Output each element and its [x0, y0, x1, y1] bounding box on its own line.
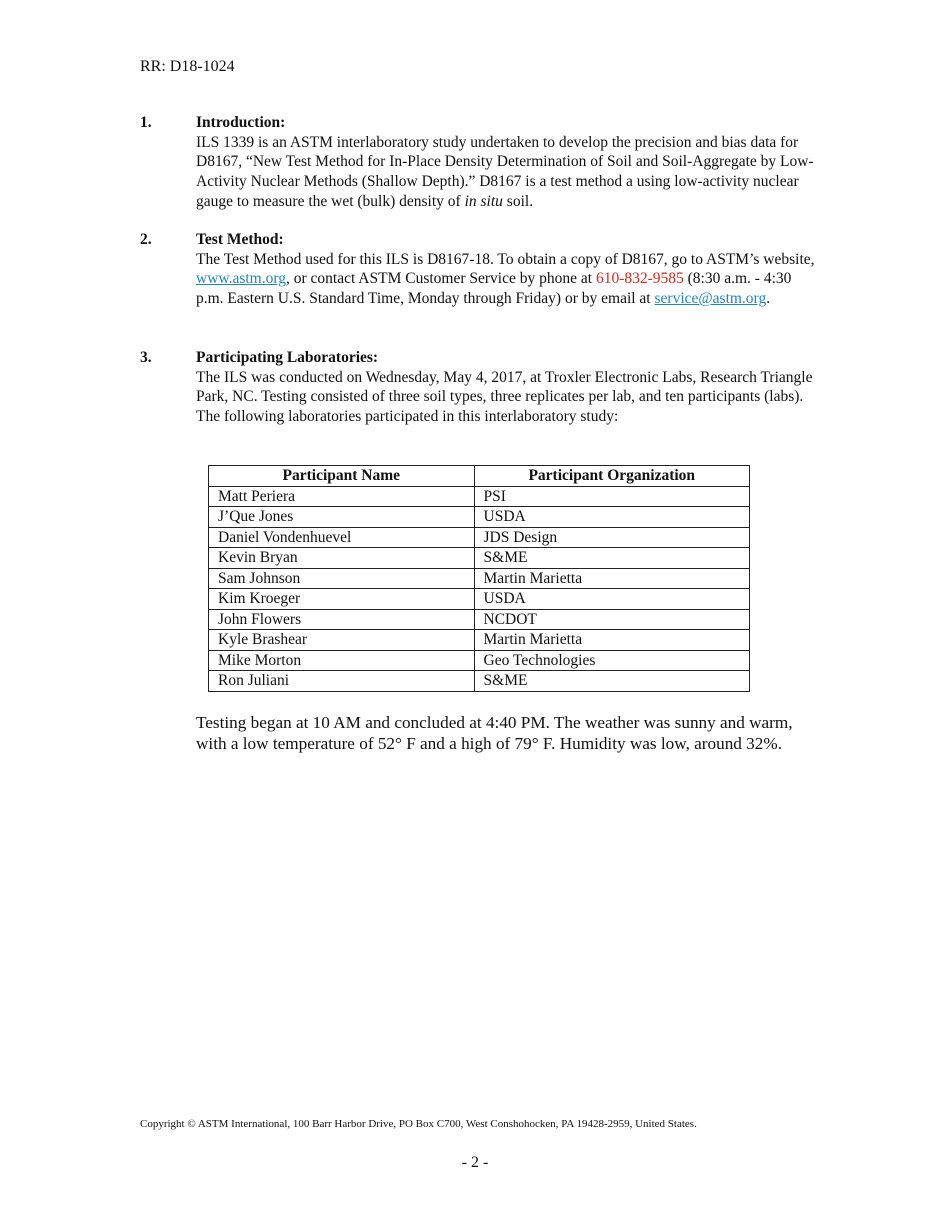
participant-organization: S&ME: [474, 548, 749, 569]
section-text: .: [766, 290, 771, 308]
section-number: 3.: [140, 349, 152, 366]
table-row: [209, 650, 750, 671]
page-number: - 2 -: [461, 1154, 489, 1171]
table-row: [209, 589, 750, 610]
table-row: [209, 548, 750, 569]
participant-name: Daniel Vondenhuevel: [209, 527, 475, 548]
participant-organization: JDS Design: [474, 527, 749, 548]
section-text: ILS 1339 is an ASTM interlaboratory study undertaken to develop the precision and bias data for D8167, “New Test Method for In-Place Density Determination of Soil and Soil-Aggregate by Low-Activity Nuclear Methods (Shallow Depth).” D8167 is a test method a using low-activity nuclear gauge to measure the wet (bulk) density of: [196, 133, 814, 210]
section-participating-laboratories: [140, 348, 820, 427]
participant-organization: Martin Marietta: [474, 630, 749, 651]
column-header-organization: Participant Organization: [474, 466, 749, 487]
section-text: , or contact ASTM Customer Service by phone at: [285, 270, 596, 288]
report-id: RR: D18-1024: [140, 58, 235, 75]
participant-name: Ron Juliani: [209, 671, 475, 692]
weather-note: Testing began at 10 AM and concluded at 4:40 PM. The weather was sunny and warm, with a low temperature of 52° F and a high of 79° F. Humidity was low, around 32%.: [196, 713, 793, 753]
participant-organization: USDA: [474, 589, 749, 610]
participant-organization: NCDOT: [474, 609, 749, 630]
participant-name: Kim Kroeger: [209, 589, 475, 610]
section-body: [196, 113, 820, 212]
participant-name: Sam Johnson: [209, 568, 475, 589]
section-body: [196, 348, 820, 427]
table-row: [209, 527, 750, 548]
italic-term: in situ: [464, 192, 503, 210]
table-row: [209, 630, 750, 651]
section-title: Test Method:: [196, 231, 284, 248]
participant-organization: Martin Marietta: [474, 568, 749, 589]
table-row: [209, 507, 750, 528]
participant-organization: USDA: [474, 507, 749, 528]
participant-organization: S&ME: [474, 671, 749, 692]
participant-organization: PSI: [474, 486, 749, 507]
section-text: The Test Method used for this ILS is D8167-18. To obtain a copy of D8167, go to ASTM’s website,: [196, 250, 815, 268]
section-text: The ILS was conducted on Wednesday, May 4, 2017, at Troxler Electronic Labs, Research Triangle Park, NC. Testing consisted of three soil types, three replicates per lab, and ten participants (labs). The following laboratories participated in this interlaboratory study:: [196, 368, 813, 426]
phone-number[interactable]: 610-832-9585: [595, 270, 684, 288]
section-number: 2.: [140, 231, 152, 248]
section-test-method: [140, 230, 820, 309]
section-text-end: soil.: [502, 192, 534, 210]
participant-name: Matt Periera: [209, 486, 475, 507]
participant-name: Kyle Brashear: [209, 630, 475, 651]
section-title: Participating Laboratories:: [196, 349, 379, 366]
participant-name: J’Que Jones: [209, 507, 475, 528]
section-introduction: [140, 113, 820, 212]
astm-website-link[interactable]: www.astm.org: [196, 270, 286, 288]
column-header-name: Participant Name: [209, 466, 475, 487]
participant-name: Mike Morton: [209, 650, 475, 671]
table-row: [209, 568, 750, 589]
participant-name: John Flowers: [209, 609, 475, 630]
section-title: Introduction:: [196, 114, 286, 131]
table-row: [209, 486, 750, 507]
section-text: (8:30 a.m. - 4:30 p.m. Eastern U.S. Standard Time, Monday through Friday) or by email at: [196, 270, 792, 308]
service-email-link[interactable]: service@astm.org: [654, 290, 767, 308]
participant-organization: Geo Technologies: [474, 650, 749, 671]
participant-name: Kevin Bryan: [209, 548, 475, 569]
table-row: [209, 609, 750, 630]
table-row: [209, 671, 750, 692]
section-body: [196, 230, 820, 309]
participants-table: [208, 465, 750, 692]
table-header-row: [209, 466, 750, 487]
copyright-footer: Copyright © ASTM International, 100 Barr Harbor Drive, PO Box C700, West Conshohocken, PA 19428-2959, United States.: [140, 1118, 697, 1130]
section-number: 1.: [140, 114, 152, 131]
